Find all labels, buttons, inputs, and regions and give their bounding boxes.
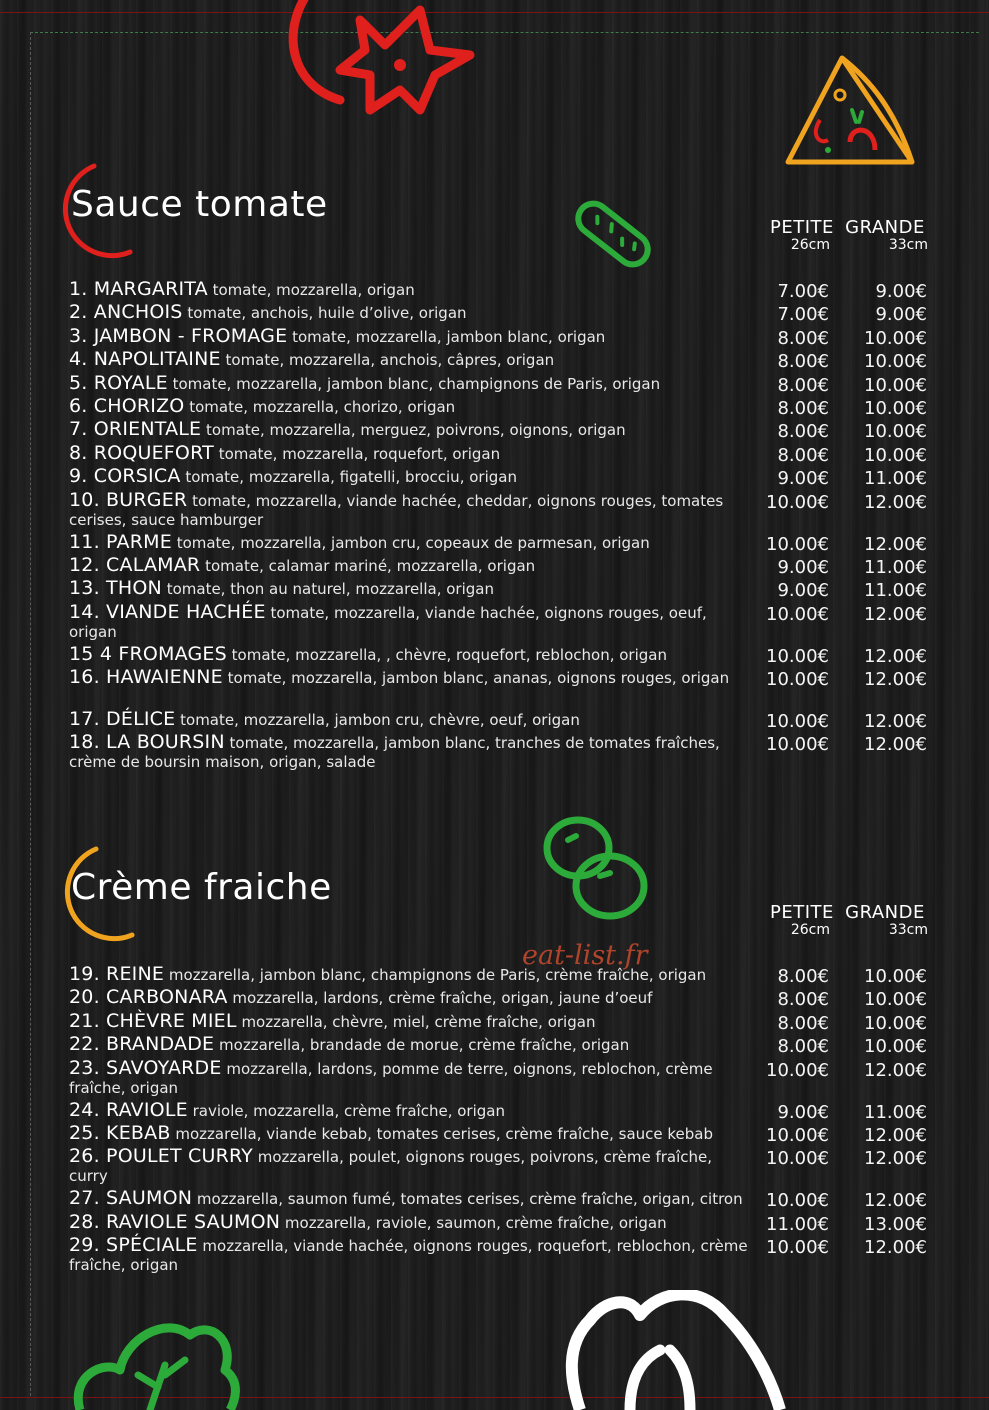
- price-petite: 8.00€: [777, 397, 829, 419]
- menu-item-description: [69, 988, 749, 1008]
- price-petite: 10.00€: [766, 1059, 829, 1081]
- tomato-icon: [270, 0, 480, 135]
- menu-item: [69, 1056, 939, 1101]
- menu-item-name: 7. ORIENTALE: [69, 418, 202, 441]
- price-grande: 12.00€: [864, 533, 927, 555]
- menu-item-name: 16. HAWAIENNE: [69, 666, 223, 689]
- menu-item-ingredients: mozzarella, saumon fumé, tomates cerises, crème fraîche, origan, citron: [196, 1190, 743, 1209]
- menu-item: [69, 371, 939, 397]
- menu-item-name: 22. BRANDADE: [69, 1033, 215, 1056]
- menu-item-ingredients: tomate, mozzarella, viande hachée, oignons rouges, oeuf, origan: [69, 603, 707, 641]
- watermark: eat-list.fr: [522, 940, 648, 971]
- menu-item-ingredients: tomate, mozzarella, jambon blanc, ananas, oignons rouges, origan: [227, 669, 730, 688]
- olives-icon: [540, 812, 655, 924]
- menu-item-ingredients: tomate, mozzarella, roquefort, origan: [218, 444, 501, 463]
- price-grande: 12.00€: [864, 603, 927, 625]
- menu-item-name: 25. KEBAB: [69, 1121, 171, 1144]
- price-petite: 8.00€: [777, 1036, 829, 1058]
- menu-item: [69, 553, 939, 579]
- price-grande: 12.00€: [864, 491, 927, 513]
- menu-list-sauce-tomate: [69, 280, 939, 775]
- price-grande: 9.00€: [875, 304, 927, 326]
- menu-item-description: [69, 303, 749, 323]
- menu-item-ingredients: mozzarella, viande hachée, oignons rouges, roquefort, reblochon, crème fraîche, origan: [69, 1237, 748, 1275]
- menu-item-description: [69, 600, 749, 642]
- price-grande: 12.00€: [864, 734, 927, 756]
- menu-item-ingredients: tomate, calamar mariné, mozzarella, origan: [205, 556, 536, 575]
- price-petite: 10.00€: [766, 1237, 829, 1259]
- menu-item: [69, 280, 939, 303]
- menu-item-description: [69, 530, 749, 553]
- menu-item: [69, 1098, 939, 1124]
- menu-item: [69, 1147, 939, 1189]
- price-grande: 10.00€: [864, 989, 927, 1011]
- menu-item-description: [69, 467, 749, 487]
- menu-item-ingredients: mozzarella, jambon blanc, champignons de Paris, crème fraîche, origan: [168, 966, 707, 984]
- menu-item: [69, 324, 939, 350]
- pizza-slice-icon: [780, 50, 920, 170]
- price-petite: 7.00€: [777, 281, 829, 302]
- pickle-icon: [568, 192, 658, 277]
- menu-item-description: [69, 579, 749, 599]
- menu-item-description: [69, 1147, 749, 1186]
- price-petite: 9.00€: [777, 468, 829, 490]
- menu-item-name: 28. RAVIOLE SAUMON: [69, 1210, 281, 1233]
- price-petite: 8.00€: [777, 374, 829, 396]
- price-grande: 10.00€: [864, 327, 927, 349]
- dashed-frame-left: [30, 32, 31, 1396]
- menu-item-description: [69, 1189, 749, 1209]
- menu-item-ingredients: mozzarella, raviole, saumon, crème fraîche, origan: [284, 1213, 667, 1232]
- menu-item-ingredients: tomate, mozzarella, chorizo, origan: [189, 397, 456, 416]
- price-grande: 10.00€: [864, 1036, 927, 1058]
- menu-item: [69, 350, 939, 373]
- menu-item-name: 10. BURGER: [69, 488, 188, 511]
- price-petite: 8.00€: [777, 351, 829, 373]
- menu-item: [69, 1009, 939, 1035]
- menu-item: [69, 1121, 939, 1147]
- menu-item-description: [69, 1121, 749, 1144]
- menu-item-ingredients: tomate, mozzarella, jambon blanc, tranches de tomates fraîches, crème de boursin maison, origan, salade: [69, 734, 720, 772]
- price-petite: 10.00€: [766, 645, 829, 667]
- price-grande: 12.00€: [864, 1059, 927, 1081]
- price-grande: 12.00€: [864, 1148, 927, 1170]
- menu-item-name: 8. ROQUEFORT: [69, 441, 214, 464]
- price-grande: 10.00€: [864, 374, 927, 396]
- menu-item-name: 27. SAUMON: [69, 1187, 193, 1210]
- menu-item-ingredients: mozzarella, lardons, crème fraîche, origan, jaune d’oeuf: [232, 989, 653, 1008]
- menu-item-name: 13. THON: [69, 577, 162, 600]
- menu-item-description: [69, 1009, 749, 1032]
- menu-item: [69, 394, 939, 420]
- menu-item-name: 29. SPÉCIALE: [69, 1234, 198, 1257]
- size-header-petite-2: PETITE 26cm: [770, 902, 834, 938]
- menu-item: [69, 303, 939, 326]
- menu-item: [69, 488, 939, 533]
- menu-item-ingredients: tomate, mozzarella, jambon cru, copeaux de parmesan, origan: [176, 533, 650, 552]
- price-petite: 10.00€: [766, 603, 829, 625]
- menu-item-ingredients: mozzarella, chèvre, miel, crème fraîche, origan: [241, 1012, 596, 1031]
- menu-item-ingredients: tomate, mozzarella, jambon blanc, champignons de Paris, origan: [172, 374, 661, 393]
- price-grande: 12.00€: [864, 1190, 927, 1212]
- menu-item-description: [69, 1056, 749, 1098]
- menu-item-ingredients: tomate, mozzarella, merguez, poivrons, oignons, origan: [206, 421, 626, 440]
- price-grande: 10.00€: [864, 351, 927, 373]
- menu-item: [69, 988, 939, 1011]
- menu-item-description: [69, 324, 749, 347]
- menu-item-name: 15 4 FROMAGES: [69, 642, 227, 665]
- menu-item-name: 12. CALAMAR: [69, 553, 201, 576]
- menu-item-ingredients: mozzarella, poulet, oignons rouges, poivrons, crème fraîche, curry: [69, 1148, 712, 1186]
- price-grande: 11.00€: [864, 556, 927, 578]
- price-grande: 10.00€: [864, 966, 927, 987]
- menu-item-name: 26. POULET CURRY: [69, 1145, 253, 1168]
- menu-item-description: [69, 710, 749, 730]
- menu-item-ingredients: tomate, mozzarella, jambon cru, chèvre, oeuf, origan: [180, 711, 580, 730]
- menu-item-ingredients: raviole, mozzarella, crème fraîche, origan: [192, 1101, 505, 1120]
- price-grande: 12.00€: [864, 1237, 927, 1259]
- menu-item: [69, 642, 939, 668]
- menu-item-ingredients: tomate, mozzarella, figatelli, brocciu, origan: [185, 468, 517, 487]
- menu-item: [69, 1210, 939, 1236]
- price-petite: 10.00€: [766, 1124, 829, 1146]
- section-title-creme-fraiche: Crème fraiche: [71, 867, 332, 908]
- menu-item-name: 21. CHÈVRE MIEL: [69, 1009, 237, 1032]
- price-grande: 12.00€: [864, 645, 927, 667]
- price-petite: 8.00€: [777, 989, 829, 1011]
- price-grande: 11.00€: [864, 468, 927, 490]
- menu-item: [69, 1035, 939, 1058]
- price-petite: 8.00€: [777, 327, 829, 349]
- price-grande: 12.00€: [864, 1124, 927, 1146]
- menu-item-description: [69, 350, 749, 370]
- price-grande: 10.00€: [864, 397, 927, 419]
- menu-item-ingredients: tomate, anchois, huile d’olive, origan: [187, 304, 467, 323]
- menu-item-description: [69, 371, 749, 394]
- menu-item-description: [69, 441, 749, 464]
- price-petite: 8.00€: [777, 1012, 829, 1034]
- menu-item-ingredients: tomate, mozzarella, viande hachée, cheddar, oignons rouges, tomates cerises, sauce hamburger: [69, 491, 724, 529]
- menu-list-creme-fraiche: [69, 965, 939, 1278]
- menu-item-ingredients: mozzarella, brandade de morue, crème fraîche, origan: [219, 1036, 630, 1055]
- menu-item-name: 14. VIANDE HACHÉE: [69, 600, 266, 623]
- pepper-icon: [560, 1290, 790, 1410]
- menu-item-name: 4. NAPOLITAINE: [69, 348, 221, 371]
- price-grande: 9.00€: [875, 281, 927, 302]
- price-petite: 10.00€: [766, 1190, 829, 1212]
- price-petite: 10.00€: [766, 1148, 829, 1170]
- menu-item-ingredients: mozzarella, viande kebab, tomates cerises, crème fraîche, sauce kebab: [175, 1124, 714, 1143]
- menu-item: [69, 1236, 939, 1278]
- menu-item-name: 18. LA BOURSIN: [69, 731, 225, 754]
- menu-item-description: [69, 733, 749, 772]
- size-header-grande: GRANDE 33cm: [845, 217, 928, 253]
- menu-item-ingredients: tomate, mozzarella, , chèvre, roquefort, reblochon, origan: [231, 645, 667, 664]
- menu-item-name: 9. CORSICA: [69, 465, 181, 488]
- menu-item-name: 23. SAVOYARDE: [69, 1056, 222, 1079]
- lettuce-icon: [70, 1315, 240, 1410]
- size-header-petite: PETITE 26cm: [770, 217, 834, 253]
- price-petite: 9.00€: [777, 1101, 829, 1123]
- price-grande: 12.00€: [864, 711, 927, 733]
- price-grande: 11.00€: [864, 1101, 927, 1123]
- price-petite: 10.00€: [766, 533, 829, 555]
- price-petite: 10.00€: [766, 711, 829, 733]
- menu-item: [69, 420, 939, 443]
- menu-item-name: 3. JAMBON - FROMAGE: [69, 324, 288, 347]
- price-grande: 12.00€: [864, 669, 927, 691]
- menu-item: [69, 441, 939, 467]
- menu-item-ingredients: tomate, mozzarella, origan: [212, 281, 415, 299]
- price-petite: 10.00€: [766, 734, 829, 756]
- price-petite: 9.00€: [777, 556, 829, 578]
- menu-item-description: [69, 1098, 749, 1121]
- price-petite: 11.00€: [766, 1213, 829, 1235]
- menu-item: [69, 965, 939, 988]
- price-petite: 8.00€: [777, 966, 829, 987]
- menu-item: [69, 710, 939, 733]
- price-petite: 8.00€: [777, 421, 829, 443]
- menu-item: [69, 668, 939, 710]
- menu-item-ingredients: tomate, mozzarella, anchois, câpres, origan: [225, 351, 555, 370]
- menu-item-description: [69, 642, 749, 665]
- price-petite: 9.00€: [777, 580, 829, 602]
- menu-item-ingredients: mozzarella, lardons, pomme de terre, oignons, reblochon, crème fraîche, origan: [69, 1059, 713, 1097]
- menu-item-name: 11. PARME: [69, 530, 172, 553]
- menu-item-description: [69, 488, 749, 530]
- menu-item: [69, 733, 939, 775]
- price-grande: 11.00€: [864, 580, 927, 602]
- size-header-grande-2: GRANDE 33cm: [845, 902, 928, 938]
- menu-item-name: 2. ANCHOIS: [69, 301, 183, 324]
- menu-item: [69, 530, 939, 556]
- menu-item-name: 1. MARGARITA: [69, 278, 208, 300]
- price-petite: 10.00€: [766, 669, 829, 691]
- menu-item-description: [69, 420, 749, 440]
- menu-item-name: 24. RAVIOLE: [69, 1098, 188, 1121]
- section-title-sauce-tomate: Sauce tomate: [71, 184, 328, 225]
- menu-item-description: [69, 1035, 749, 1055]
- menu-item-ingredients: tomate, mozzarella, jambon blanc, origan: [292, 327, 606, 346]
- price-grande: 10.00€: [864, 444, 927, 466]
- menu-item-name: 6. CHORIZO: [69, 394, 185, 417]
- menu-item: [69, 600, 939, 645]
- top-border-line: [0, 12, 989, 13]
- menu-item-ingredients: tomate, thon au naturel, mozzarella, origan: [166, 580, 494, 599]
- price-grande: 10.00€: [864, 1012, 927, 1034]
- menu-item-description: [69, 668, 749, 688]
- menu-item-name: 5. ROYALE: [69, 371, 168, 394]
- menu-item-name: 17. DÉLICE: [69, 708, 176, 731]
- menu-item: [69, 1189, 939, 1212]
- price-grande: 10.00€: [864, 421, 927, 443]
- menu-item-description: [69, 394, 749, 417]
- price-petite: 7.00€: [777, 304, 829, 326]
- menu-item: [69, 467, 939, 490]
- menu-item: [69, 579, 939, 602]
- price-petite: 10.00€: [766, 491, 829, 513]
- menu-item-name: 19. REINE: [69, 963, 165, 985]
- menu-item-description: [69, 1210, 749, 1233]
- menu-item-description: [69, 553, 749, 576]
- menu-item-description: [69, 1236, 749, 1275]
- price-petite: 8.00€: [777, 444, 829, 466]
- dashed-frame-top: [30, 32, 979, 33]
- price-grande: 13.00€: [864, 1213, 927, 1235]
- menu-item-name: 20. CARBONARA: [69, 986, 228, 1009]
- menu-item-description: [69, 280, 749, 300]
